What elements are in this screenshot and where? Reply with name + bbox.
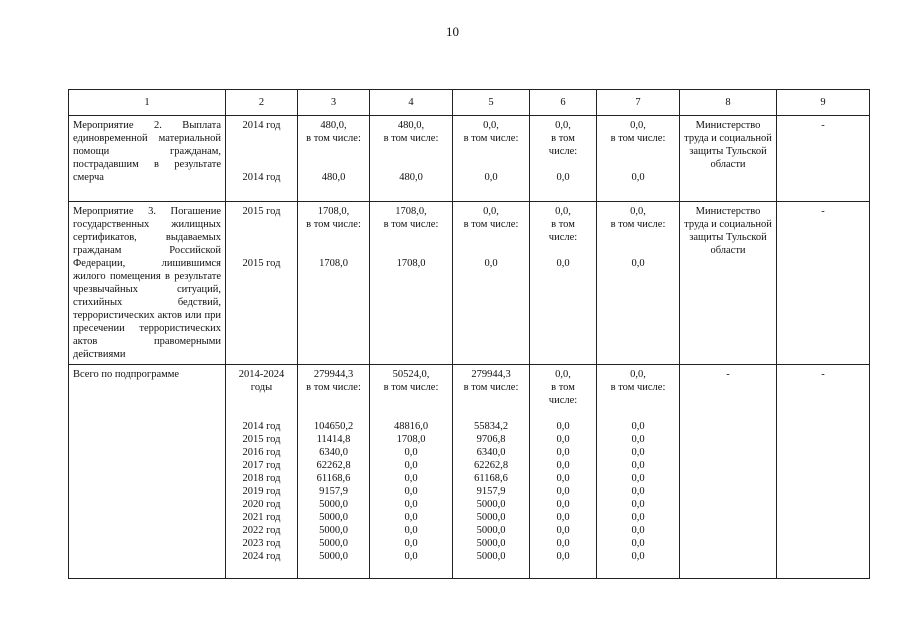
year-amount: 0,0 xyxy=(631,551,645,562)
amount-cell xyxy=(453,202,530,365)
year-amount: 0,0 xyxy=(556,473,570,484)
page-number: 10 xyxy=(446,24,459,39)
year-values xyxy=(374,420,448,563)
amount-subtitle: в том числе: xyxy=(383,133,439,144)
year-amount: 0,0 xyxy=(631,447,645,458)
year-amount: 0,0 xyxy=(556,538,570,549)
year-amount: 0,0 xyxy=(631,460,645,471)
year-label: 2017 год xyxy=(242,460,281,471)
amount-year: 0,0 xyxy=(484,172,498,183)
amount-cell xyxy=(597,365,680,579)
year-amount: 5000,0 xyxy=(319,525,348,536)
period-cell xyxy=(226,365,298,579)
amount-year: 1708,0 xyxy=(396,258,426,269)
year-label: 2021 год xyxy=(242,512,281,523)
amount-cell xyxy=(530,365,597,579)
year-amount: 0,0 xyxy=(631,473,645,484)
year-label: 2016 год xyxy=(242,447,281,458)
activity-name: Мероприятие 3. Погашение государственных жилищных сертификатов, выдаваемых гражданам Российской Федерации, лишившимся жилого помещения в результате чрезвычайных ситуаций, стихийных бедствий, террористических актов или при пресечении террористических актов правомерными действиями xyxy=(69,202,226,365)
amount-total: 0,0, xyxy=(555,369,571,380)
period-cell xyxy=(226,202,298,365)
year-amount: 0,0 xyxy=(556,486,570,497)
year-amount: 5000,0 xyxy=(476,512,506,523)
year-amount: 0,0 xyxy=(631,486,645,497)
amount-subtitle: в том числе: xyxy=(463,133,519,144)
amount-subtitle: в том числе: xyxy=(463,219,519,230)
year-amount: 5000,0 xyxy=(476,538,506,549)
amount-subtitle: в том xyxy=(551,133,575,144)
year-values xyxy=(601,420,675,563)
year-amount: 0,0 xyxy=(631,538,645,549)
year-amount: 55834,2 xyxy=(473,421,509,432)
period-year: 2014 год xyxy=(242,172,281,183)
amount-subtitle: числе: xyxy=(548,146,578,157)
year-amount: 0,0 xyxy=(556,434,570,445)
amount-cell xyxy=(597,116,680,202)
amount-total: 0,0, xyxy=(555,120,571,131)
amount-subtitle: в том числе: xyxy=(610,133,666,144)
year-amount: 0,0 xyxy=(404,538,418,549)
amount-total: 279944,3 xyxy=(471,369,511,380)
year-amount: 0,0 xyxy=(404,499,418,510)
year-amount: 5000,0 xyxy=(319,499,348,510)
year-label: 2024 год xyxy=(242,551,281,562)
amount-cell xyxy=(370,202,453,365)
year-amount: 0,0 xyxy=(404,447,418,458)
table-row xyxy=(69,202,870,365)
year-amount: 0,0 xyxy=(404,525,418,536)
amount-subtitle: в том числе: xyxy=(306,219,361,230)
amount-year: 0,0 xyxy=(631,258,645,269)
amount-subtitle: числе: xyxy=(548,395,578,406)
column-header: 2 xyxy=(226,90,298,116)
year-label: 2018 год xyxy=(242,473,281,484)
year-list xyxy=(230,420,293,563)
year-amount: 0,0 xyxy=(631,421,645,432)
amount-cell xyxy=(298,116,370,202)
year-amount: 0,0 xyxy=(556,499,570,510)
period-total: 2014 год xyxy=(242,120,281,131)
column-header: 8 xyxy=(680,90,777,116)
year-amount: 5000,0 xyxy=(476,499,506,510)
year-amount: 5000,0 xyxy=(476,551,506,562)
responsible-executor: Министерство труда и социальной защиты Тульской области xyxy=(680,202,777,365)
amount-subtitle: в том числе: xyxy=(463,382,519,393)
year-amount: 61168,6 xyxy=(316,473,351,484)
amount-cell xyxy=(370,365,453,579)
responsible-executor: - xyxy=(680,365,777,579)
year-amount: 62262,8 xyxy=(473,460,509,471)
amount-total: 279944,3 xyxy=(313,369,354,380)
year-values xyxy=(302,420,365,563)
year-amount: 9706,8 xyxy=(476,434,506,445)
column-header: 6 xyxy=(530,90,597,116)
amount-year: 0,0 xyxy=(484,258,498,269)
amount-year: 480,0 xyxy=(399,172,423,183)
table-header-row xyxy=(69,90,870,116)
amount-total: 0,0, xyxy=(630,369,646,380)
year-amount: 0,0 xyxy=(631,434,645,445)
year-amount: 0,0 xyxy=(556,460,570,471)
column-header: 3 xyxy=(298,90,370,116)
year-amount: 9157,9 xyxy=(319,486,348,497)
year-amount: 0,0 xyxy=(404,512,418,523)
year-amount: 5000,0 xyxy=(476,525,506,536)
year-amount: 6340,0 xyxy=(476,447,506,458)
amount-total: 0,0, xyxy=(630,120,646,131)
year-amount: 0,0 xyxy=(556,512,570,523)
year-amount: 5000,0 xyxy=(319,538,348,549)
year-amount: 0,0 xyxy=(556,447,570,458)
amount-total: 0,0, xyxy=(630,206,646,217)
participants-cell: - xyxy=(777,202,870,365)
amount-cell xyxy=(370,116,453,202)
column-header: 9 xyxy=(777,90,870,116)
amount-total: 480,0, xyxy=(397,120,425,131)
responsible-executor: Министерство труда и социальной защиты Тульской области xyxy=(680,116,777,202)
period-cell xyxy=(226,116,298,202)
subprogram-table xyxy=(68,89,870,579)
amount-cell xyxy=(298,202,370,365)
participants-cell: - xyxy=(777,365,870,579)
year-amount: 0,0 xyxy=(404,473,418,484)
amount-total: 0,0, xyxy=(483,206,499,217)
period-subtitle: годы xyxy=(250,382,273,393)
amount-total: 50524,0, xyxy=(392,369,430,380)
year-amount: 0,0 xyxy=(631,499,645,510)
amount-total: 0,0, xyxy=(483,120,499,131)
amount-subtitle: в том числе: xyxy=(383,382,439,393)
amount-subtitle: в том числе: xyxy=(610,382,666,393)
amount-total: 0,0, xyxy=(555,206,571,217)
amount-cell xyxy=(530,116,597,202)
amount-cell xyxy=(530,202,597,365)
year-amount: 5000,0 xyxy=(319,512,348,523)
year-amount: 0,0 xyxy=(631,525,645,536)
amount-total: 480,0, xyxy=(320,120,347,131)
amount-subtitle: в том числе: xyxy=(306,382,361,393)
year-label: 2019 год xyxy=(242,486,281,497)
amount-cell xyxy=(453,116,530,202)
amount-cell xyxy=(298,365,370,579)
year-amount: 0,0 xyxy=(404,460,418,471)
period-total: 2015 год xyxy=(242,206,281,217)
column-header: 4 xyxy=(370,90,453,116)
amount-year: 0,0 xyxy=(631,172,645,183)
amount-subtitle: в том числе: xyxy=(306,133,361,144)
amount-subtitle: числе: xyxy=(548,232,578,243)
amount-subtitle: в том xyxy=(551,219,575,230)
participants-cell: - xyxy=(777,116,870,202)
year-amount: 0,0 xyxy=(556,421,570,432)
year-label: 2020 год xyxy=(242,499,281,510)
year-amount: 9157,9 xyxy=(476,486,506,497)
year-label: 2022 год xyxy=(242,525,281,536)
activity-name: Мероприятие 2. Выплата единовременной материальной помощи гражданам, пострадавшим в результате смерча xyxy=(69,116,226,202)
year-amount: 0,0 xyxy=(556,525,570,536)
year-amount: 61168,6 xyxy=(474,473,508,484)
year-values xyxy=(457,420,525,563)
amount-cell xyxy=(597,202,680,365)
amount-subtitle: в том числе: xyxy=(610,219,666,230)
year-amount: 104650,2 xyxy=(313,421,354,432)
amount-total: 1708,0, xyxy=(395,206,427,217)
year-amount: 48816,0 xyxy=(393,421,429,432)
amount-subtitle: в том xyxy=(551,382,575,393)
year-values xyxy=(534,420,592,563)
column-header: 1 xyxy=(69,90,226,116)
activity-name: Всего по подпрограмме xyxy=(69,365,226,579)
amount-year: 0,0 xyxy=(556,258,570,269)
year-amount: 5000,0 xyxy=(319,551,348,562)
year-amount: 11414,8 xyxy=(316,434,351,445)
table-row-total xyxy=(69,365,870,579)
amount-subtitle: в том числе: xyxy=(383,219,439,230)
table-row xyxy=(69,116,870,202)
year-amount: 0,0 xyxy=(404,551,418,562)
year-amount: 0,0 xyxy=(556,551,570,562)
year-label: 2023 год xyxy=(242,538,281,549)
amount-year: 480,0 xyxy=(321,172,346,183)
period-total: 2014-2024 xyxy=(238,369,285,380)
year-label: 2014 год xyxy=(242,421,281,432)
column-header: 7 xyxy=(597,90,680,116)
period-year: 2015 год xyxy=(242,258,281,269)
amount-year: 0,0 xyxy=(556,172,570,183)
amount-total: 1708,0, xyxy=(317,206,350,217)
year-label: 2015 год xyxy=(242,434,281,445)
year-amount: 62262,8 xyxy=(316,460,351,471)
year-amount: 0,0 xyxy=(404,486,418,497)
amount-year: 1708,0 xyxy=(319,258,348,269)
column-header: 5 xyxy=(453,90,530,116)
amount-cell xyxy=(453,365,530,579)
year-amount: 6340,0 xyxy=(319,447,348,458)
year-amount: 1708,0 xyxy=(396,434,426,445)
year-amount: 0,0 xyxy=(631,512,645,523)
